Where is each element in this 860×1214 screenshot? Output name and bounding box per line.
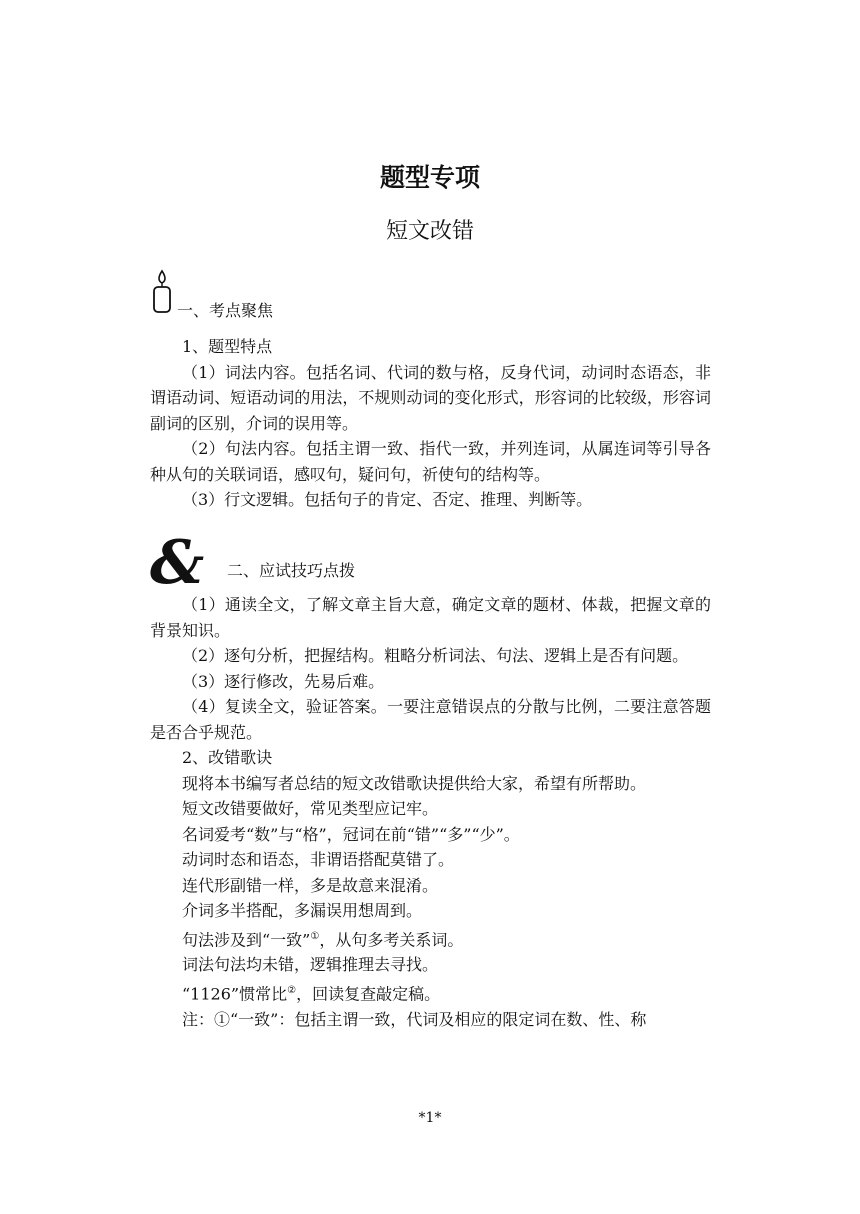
page-number: *1*	[418, 1110, 442, 1126]
ampersand-glyph: &	[150, 536, 205, 592]
item-title: 1、题型特点	[182, 337, 273, 356]
candle-icon	[150, 268, 174, 318]
verse-text: 句法涉及到“一致”	[182, 929, 311, 949]
footnote-ref: ②	[287, 984, 297, 996]
paragraph: （3）行文逻辑。包括句子的肯定、否定、推理、判断等。	[182, 490, 593, 509]
paragraph: （1）词法内容。包括名词、代词的数与格，反身代词，动词时态语态，非谓语动词、短语动词的用法，不规则动词的变化形式，形容词的比较级，形容词副词的区别，介词的误用等。	[150, 362, 711, 433]
section-heading-label: 一、考点聚焦	[177, 301, 274, 320]
verse-line	[150, 924, 711, 953]
section-2-body	[150, 592, 711, 1032]
verse-line: 短文改错要做好，常见类型应记牢。	[182, 799, 439, 818]
ampersand-icon	[150, 536, 228, 596]
verse-text: “1126”惯常比	[182, 984, 288, 1004]
paragraph: （2）句法内容。包括主谓一致、指代一致，并列连词，从属连词等引导各种从句的关联词语，感叹句，疑问句，祈使句的结构等。	[150, 439, 711, 484]
page-subtitle: 短文改错	[385, 219, 474, 244]
intro-line: 现将本书编写者总结的短文改错歌诀提供给大家，希望有所帮助。	[182, 773, 647, 793]
verse-text: ，从句多考关系词。	[319, 929, 464, 949]
verse-line: 词法句法均未错，逻辑推理去寻找。	[182, 955, 439, 975]
paragraph: （1）通读全文，了解文章主旨大意，确定文章的题材、体裁，把握文章的背景知识。	[150, 595, 711, 640]
verse-line: 名词爱考“数”与“格”，冠词在前“错”“多”“少”。	[182, 824, 520, 844]
footnote-ref: ①	[310, 930, 320, 942]
verse-line: 连代形副错一样，多是故意来混淆。	[182, 875, 439, 895]
verse-line: 动词时态和语态，非谓语搭配莫错了。	[182, 850, 455, 869]
paragraph: （2）逐句分析，把握结构。粗略分析词法、句法、逻辑上是否有问题。	[182, 646, 689, 665]
verse-text: ，回读复查敲定稿。	[296, 984, 441, 1004]
section-1-body	[150, 334, 711, 513]
page-title: 题型专项	[379, 163, 480, 192]
item-title: 2、改错歌诀	[182, 748, 273, 767]
section-heading-label: 二、应试技巧点拨	[227, 561, 356, 580]
paragraph: （4）复读全文，验证答案。一要注意错误点的分散与比例，二要注意答题是否合乎规范。	[150, 697, 711, 742]
paragraph: （3）逐行修改，先易后难。	[182, 671, 385, 691]
verse-line	[150, 978, 711, 1007]
footnote: 注：①“一致”：包括主谓一致，代词及相应的限定词在数、性、称	[182, 1009, 647, 1029]
verse-line: 介词多半搭配，多漏误用想周到。	[182, 901, 423, 920]
